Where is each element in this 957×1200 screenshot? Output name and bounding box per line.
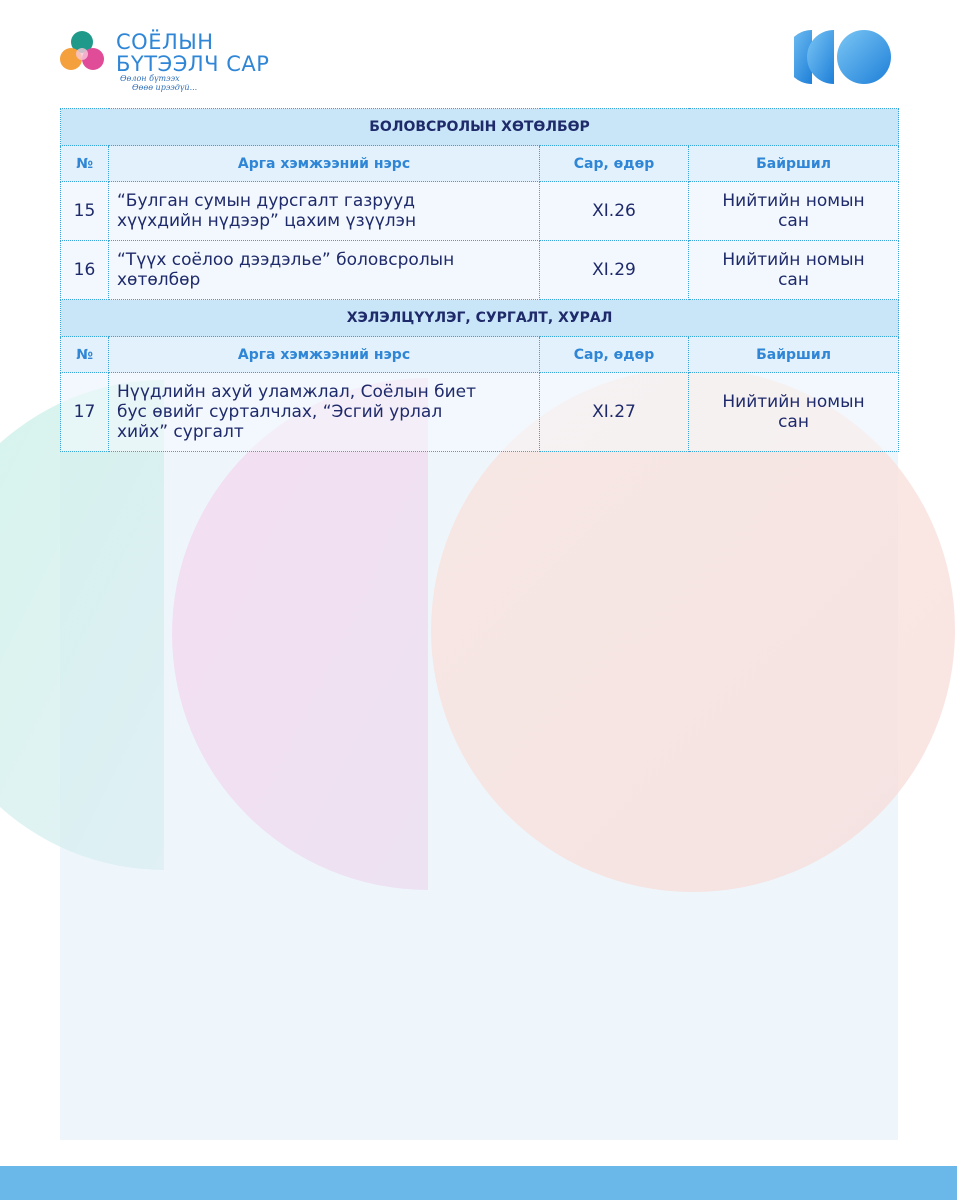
column-header-row: [61, 337, 899, 373]
blue-circles-brand-icon: [794, 28, 894, 86]
event-date: XI.26: [540, 182, 689, 241]
pink-half-circle: [172, 378, 428, 890]
event-location: [689, 241, 899, 300]
event-name-line: “Түүх соёлоо дээдэлье” боловсролын: [117, 250, 455, 270]
event-name-line: хийх” сургалт: [117, 422, 244, 442]
col-header-number: №: [61, 337, 109, 373]
logo-title-line1: СОЁЛЫН: [116, 30, 214, 54]
event-name-line: хөтөлбөр: [117, 270, 201, 290]
event-name-line: хүүхдийн нүдээр” цахим үзүүлэн: [117, 211, 417, 231]
column-header-row: [61, 146, 899, 182]
location-line: сан: [778, 412, 809, 432]
location-line: Нийтийн номын: [722, 250, 865, 270]
event-name-line: Нүүдлийн ахуй уламжлал, Соёлын биет: [117, 382, 477, 402]
location-line: сан: [778, 270, 809, 290]
section-title: БОЛОВСРОЛЫН ХӨТӨЛБӨР: [61, 109, 899, 146]
col-header-number: №: [61, 146, 109, 182]
section-title: ХЭЛЭЛЦҮҮЛЭГ, СУРГАЛТ, ХУРАЛ: [61, 300, 899, 337]
col-header-date: Сар, өдөр: [540, 337, 689, 373]
table-row: [61, 241, 899, 300]
col-header-location: Байршил: [689, 146, 899, 182]
col-header-date: Сар, өдөр: [540, 146, 689, 182]
event-location: [689, 182, 899, 241]
footer-bar: [0, 1166, 957, 1200]
event-name: [109, 241, 540, 300]
three-circles-logo-icon: [58, 28, 110, 78]
event-name: [109, 182, 540, 241]
row-number: 15: [61, 182, 109, 241]
event-name: [109, 373, 540, 452]
logo-title-line2: БҮТЭЭЛЧ САР: [116, 52, 270, 76]
event-name-line: бус өвийг сурталчлах, “Эсгий урлал: [117, 402, 443, 422]
culture-month-logo: [58, 28, 298, 92]
event-date: XI.29: [540, 241, 689, 300]
events-table: [60, 108, 899, 452]
table-row: [61, 373, 899, 452]
section-row: [61, 300, 899, 337]
col-header-name: Арга хэмжээний нэрс: [109, 146, 540, 182]
logo-tagline-line2: Өөөө ирээдүй...: [132, 83, 198, 92]
teal-half-circle: [0, 380, 164, 870]
row-number: 17: [61, 373, 109, 452]
event-location: [689, 373, 899, 452]
col-header-name: Арга хэмжээний нэрс: [109, 337, 540, 373]
location-line: Нийтийн номын: [722, 392, 865, 412]
col-header-location: Байршил: [689, 337, 899, 373]
section-row: [61, 109, 899, 146]
location-line: сан: [778, 211, 809, 231]
logo-tagline-line1: Өөлон бүтээх: [120, 74, 180, 83]
table-row: [61, 182, 899, 241]
location-line: Нийтийн номын: [722, 191, 865, 211]
row-number: 16: [61, 241, 109, 300]
event-date: XI.27: [540, 373, 689, 452]
event-name-line: “Булган сумын дурсгалт газрууд: [117, 191, 415, 211]
